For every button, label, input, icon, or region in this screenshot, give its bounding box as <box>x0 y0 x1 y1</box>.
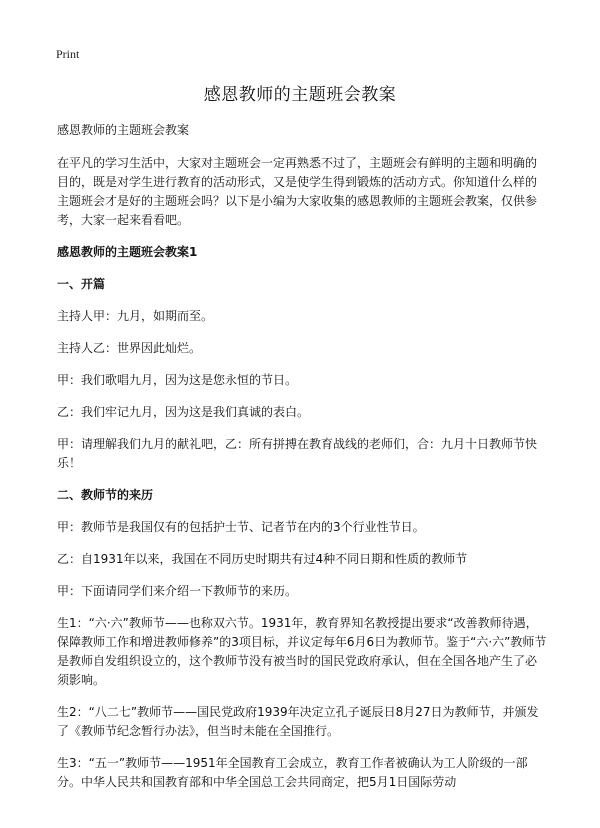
print-link[interactable]: Print <box>56 47 80 61</box>
section-heading-opening: 一、开篇 <box>57 277 106 291</box>
student-paragraph: 生3：“五一”教师节——1951年全国教育工会成立，教育工作者被确认为工人阶级的一部分。中华人民共和国教育部和中华全国总工会共同商定，把5月1日国际劳动 <box>57 756 528 789</box>
dialogue-line: 甲：我们歌唱九月，因为这是您永恒的节日。 <box>57 373 298 387</box>
dialogue-line: 甲：请理解我们九月的献礼吧，乙：所有拼搏在教育战线的老师们，合：九月十日教师节快乐！ <box>57 437 538 470</box>
dialogue-line: 甲：教师节是我国仅有的包括护士节、记者节在内的3个行业性节日。 <box>57 520 425 534</box>
dialogue-line: 主持人乙：世界因此灿烂。 <box>57 341 202 355</box>
dialogue-line: 甲：下面请同学们来介绍一下教师节的来历。 <box>57 584 298 598</box>
section-heading-history: 二、教师节的来历 <box>57 488 154 502</box>
student-paragraph: 生2：“八二七”教师节——国民党政府1939年决定立孔子诞辰日8月27日为教师节，并颁发了《教师节纪念暂行办法》，但当时未能在全国推行。 <box>57 705 539 738</box>
dialogue-line: 主持人甲：九月，如期而至。 <box>57 309 214 323</box>
plan-heading: 感恩教师的主题班会教案1 <box>57 245 198 259</box>
dialogue-line: 乙：自1931年以来，我国在不同历史时期共有过4种不同日期和性质的教师节 <box>57 552 468 566</box>
document-body <box>57 121 547 805</box>
document-subtitle: 感恩教师的主题班会教案 <box>57 123 190 137</box>
student-paragraph: 生1：“六·六”教师节——也称双六节。1931年，教育界知名教授提出要求“改善教师待遇，保障教师工作和增进教师修养”的3项目标，并议定每年6月6日为教师节。鉴于“六·六”教师节是教师自发组织设立的，这个教师节没有被当时的国民党政府承认，但在全国各地产生了必须影响。 <box>57 616 547 687</box>
dialogue-line: 乙：我们牢记九月，因为这是我们真诚的表白。 <box>57 405 310 419</box>
document-title: 感恩教师的主题班会教案 <box>203 85 397 105</box>
intro-paragraph: 在平凡的学习生活中，大家对主题班会一定再熟悉不过了，主题班会有鲜明的主题和明确的目的，既是对学生进行教育的活动形式，又是使学生得到锻炼的活动方式。你知道什么样的主题班会才是好的主题班会吗？以下是小编为大家收集的感恩教师的主题班会教案，仅供参考，大家一起来看看吧。 <box>57 156 538 227</box>
